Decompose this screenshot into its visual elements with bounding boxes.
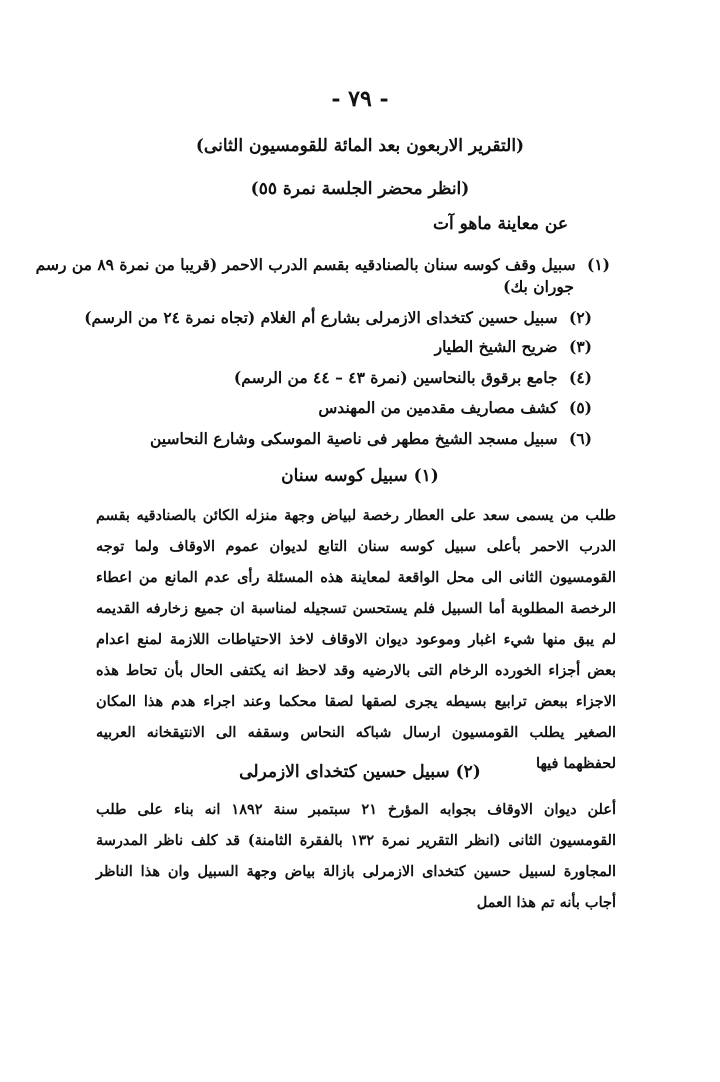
intro-line: عن معاينة ماهو آت xyxy=(432,214,568,234)
list-item-number: (٢) xyxy=(568,308,592,327)
section-heading-1: (١) سبيل كوسه سنان xyxy=(281,466,439,486)
list-item-text: سبيل مسجد الشيخ مطهر فى ناصية الموسكى وشارع النحاسين xyxy=(149,429,558,448)
list-item-number: (٣) xyxy=(568,337,592,356)
list-item xyxy=(234,369,592,388)
report-subtitle: (انظر محضر الجلسة نمرة ٥٥) xyxy=(250,179,470,199)
list-item-number: (٥) xyxy=(568,398,592,417)
list-item-number: (٦) xyxy=(568,429,592,448)
list-item xyxy=(36,256,610,275)
section-paragraph-1: طلب من يسمى سعد على العطار رخصة لبياض وجهة منزله الكائن بالصنادقيه بقسم الدرب الاحمر بأعلى سبيل كوسه سنان التابع لديوان عموم الاوقاف ولما توجه القومسيون الثانى الى محل الواقعة لمعاينة هذه المسئلة رأى عدم المانع من اعطاء الرخصة المطلوبة أما السبيل فلم يستحسن تسجيله لمناسبة ان جميع زخارفه القديمه لم يبق منها شيء اغبار وموعود ديوان الاوقاف لاخذ الاحتياطات اللازمة لمنع اعدام بعض أجزاء الخورده الرخام التى بالارضيه وقد لاحظ انه يكتفى الحال بأن تحاط هذه الاجزاء ببعض ترابيع بسيطه يجرى لصقها لصقا محكما وعند اجراء هدم هذا المكان الصغير يطلب القومسيون ارسال شباكه النحاس وسقفه الى الانتيقخانه العربيه لحفظهما فيها xyxy=(96,507,616,772)
list-item-number: (١) xyxy=(586,255,610,274)
list-item-text: سبيل حسين كتخداى الازمرلى بشارع أم الغلام (تجاه نمرة ٢٤ من الرسم) xyxy=(84,308,558,327)
list-item-text: ضريح الشيخ الطيار xyxy=(434,337,558,356)
list-item xyxy=(318,399,592,418)
page-number: - ٧٩ - xyxy=(331,86,389,112)
report-title: (التقرير الاربعون بعد المائة للقومسيون الثانى) xyxy=(195,136,525,156)
list-item-text: جامع برقوق بالنحاسين (نمرة ٤٣ – ٤٤ من الرسم) xyxy=(233,368,558,387)
section-paragraph-2: أعلن ديوان الاوقاف بجوابه المؤرخ ٢١ سبتمبر سنة ١٨٩٢ انه بناء على طلب القومسيون الثانى (انظر التقرير نمرة ١٣٢ بالفقرة الثامنة) قد كلف ناظر المدرسة المجاورة لسبيل حسين كتخداى الازمرلى بازالة بياض وجهة السبيل وان هذا الناظر أجاب بأنه تم هذا العمل xyxy=(96,801,617,911)
list-item-continuation: جوران بك) xyxy=(503,277,574,296)
list-item xyxy=(150,430,592,449)
list-item xyxy=(435,338,592,357)
section-heading-2: (٢) سبيل حسين كتخداى الازمرلى xyxy=(239,762,481,782)
list-item xyxy=(84,309,592,328)
list-item-text: كشف مصاريف مقدمين من المهندس xyxy=(318,398,558,417)
list-item-number: (٤) xyxy=(568,368,592,387)
list-item-text: سبيل وقف كوسه سنان بالصنادقيه بقسم الدرب الاحمر (قريبا من نمرة ٨٩ من رسم xyxy=(35,255,576,274)
